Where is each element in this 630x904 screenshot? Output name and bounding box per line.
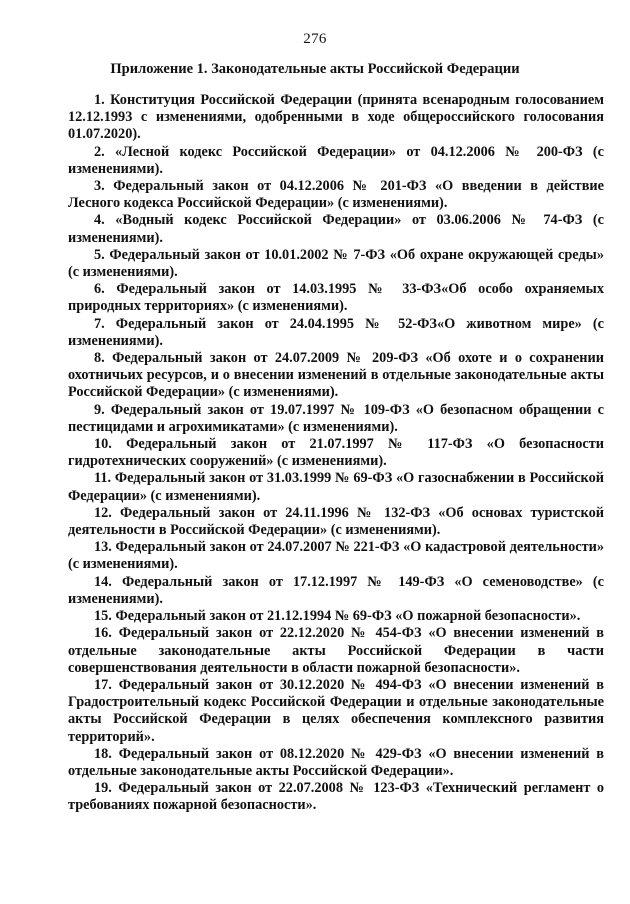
list-item: 7. Федеральный закон от 24.04.1995 № 52-ФЗ«О животном мире» (с изменениями). bbox=[68, 315, 604, 349]
list-item: 5. Федеральный закон от 10.01.2002 № 7-ФЗ «Об охране окружающей среды» (с изменениями). bbox=[68, 246, 604, 281]
list-item: 17. Федеральный закон от 30.12.2020 № 494-ФЗ «О внесении изменений в Градостроительный кодекс Российской Федерации и отдельные законодательные акты Российской Федерации в целях обеспечения комплексного развития территорий». bbox=[68, 676, 604, 745]
list-item: 13. Федеральный закон от 24.07.2007 № 221-ФЗ «О кадастровой деятельности» (с изменениями). bbox=[68, 539, 604, 573]
list-item: 12. Федеральный закон от 24.11.1996 № 132-ФЗ «Об основах туристской деятельности в Российской Федерации» (с изменениями). bbox=[68, 504, 604, 539]
list-item: 6. Федеральный закон от 14.03.1995 № 33-ФЗ«Об особо охраняемых природных территориях» (с изменениями). bbox=[68, 281, 604, 315]
list-item: 19. Федеральный закон от 22.07.2008 № 123-ФЗ «Технический регламент о требованиях пожарной безопасности». bbox=[68, 780, 604, 814]
list-item: 2. «Лесной кодекс Российской Федерации» от 04.12.2006 № 200-ФЗ (с изменениями). bbox=[68, 143, 604, 177]
list-item: 16. Федеральный закон от 22.12.2020 № 454-ФЗ «О внесении изменений в отдельные законодательные акты Российской Федерации в части совершенствования деятельности в области пожарной безопасности». bbox=[68, 625, 604, 676]
list-item: 1. Конституция Российской Федерации (принята всенародным голосованием 12.12.1993 с изменениями, одобренными в ходе общероссийского голосования 01.07.2020). bbox=[68, 92, 604, 143]
list-item: 18. Федеральный закон от 08.12.2020 № 429-ФЗ «О внесении изменений в отдельные законодательные акты Российской Федерации». bbox=[68, 745, 604, 779]
list-item: 9. Федеральный закон от 19.07.1997 № 109-ФЗ «О безопасном обращении с пестицидами и агрохимикатами» (с изменениями). bbox=[68, 401, 604, 435]
list-item: 4. «Водный кодекс Российской Федерации» от 03.06.2006 № 74-ФЗ (с изменениями). bbox=[68, 212, 604, 246]
list-item: 8. Федеральный закон от 24.07.2009 № 209-ФЗ «Об охоте и о сохранении охотничьих ресурсов, и о внесении изменений в отдельные законодательные акты Российской Федерации» (с изменениями). bbox=[68, 350, 604, 401]
law-list bbox=[68, 92, 604, 815]
list-item: 3. Федеральный закон от 04.12.2006 № 201-ФЗ «О введении в действие Лесного кодекса Российской Федерации» (с изменениями). bbox=[68, 178, 604, 212]
page-title: Приложение 1. Законодательные акты Российской Федерации bbox=[110, 61, 520, 77]
list-item: 11. Федеральный закон от 31.03.1999 № 69-ФЗ «О газоснабжении в Российской Федерации» (с изменениями). bbox=[68, 470, 604, 504]
page-number: 276 bbox=[303, 31, 327, 47]
list-item: 10. Федеральный закон от 21.07.1997 № 117-ФЗ «О безопасности гидротехнических сооружений» (с изменениями). bbox=[68, 436, 604, 470]
list-item: 15. Федеральный закон от 21.12.1994 № 69-ФЗ «О пожарной безопасности». bbox=[94, 608, 581, 625]
list-item: 14. Федеральный закон от 17.12.1997 № 149-ФЗ «О семеноводстве» (с изменениями). bbox=[68, 573, 604, 607]
